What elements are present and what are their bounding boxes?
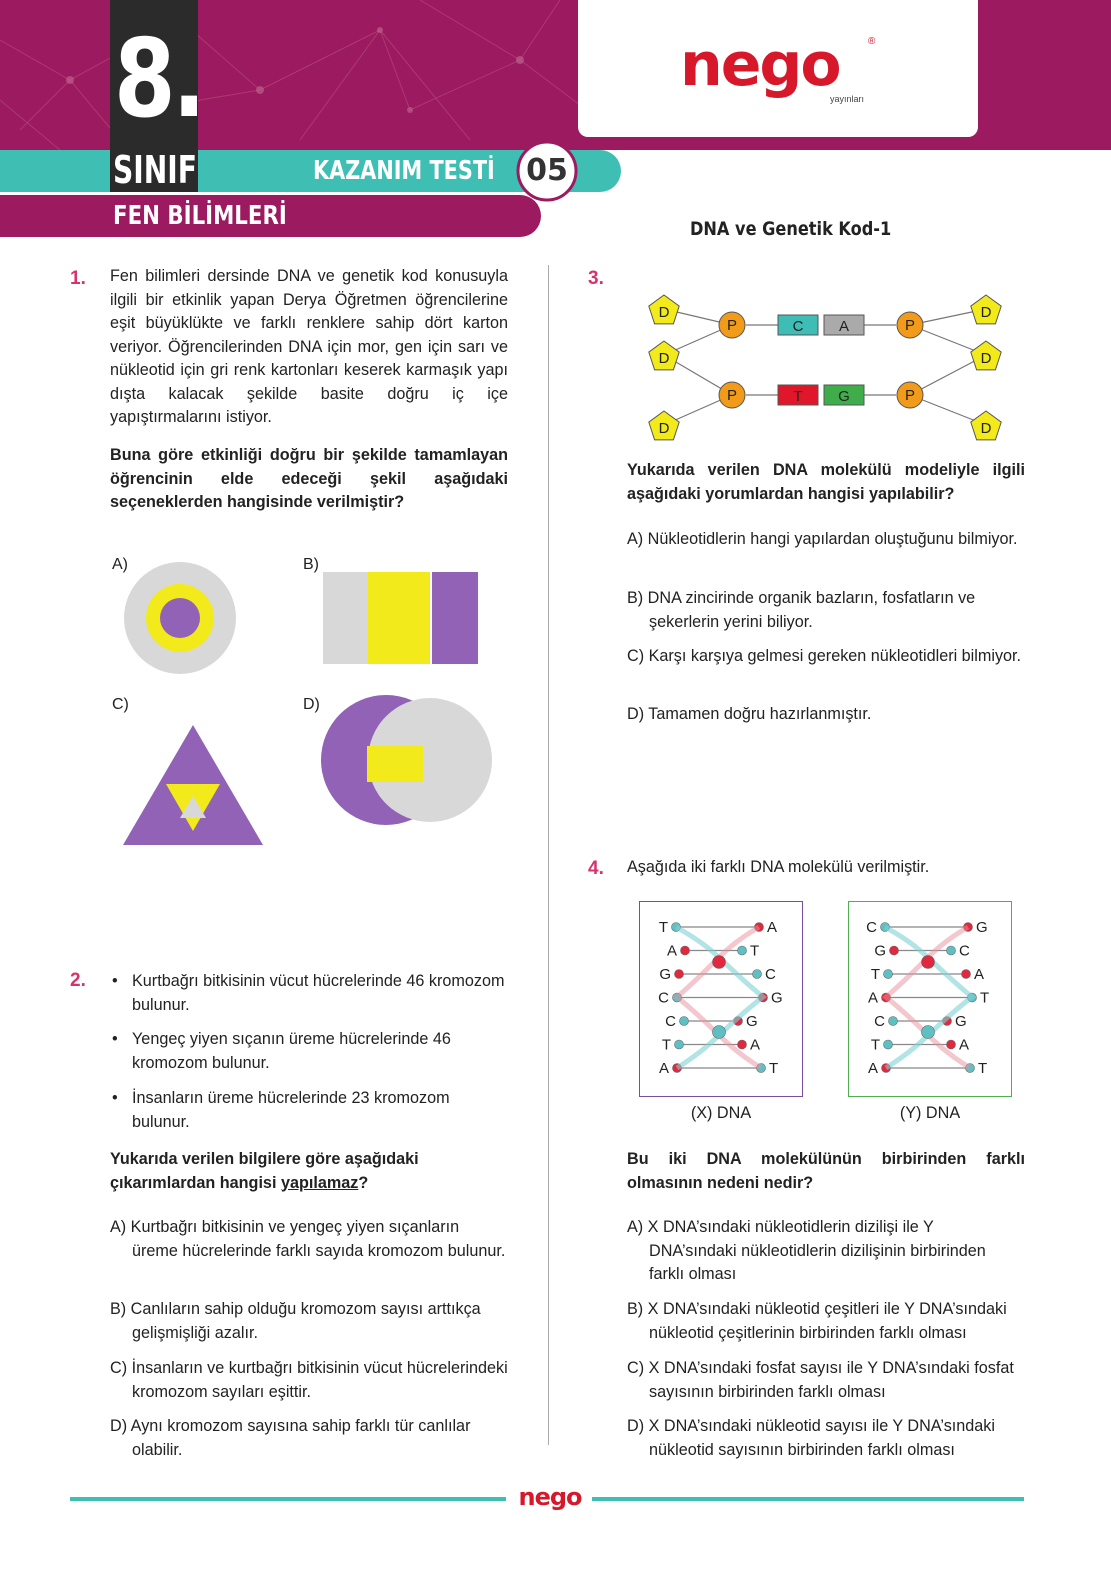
column-divider xyxy=(548,265,549,1445)
q3-number: 3. xyxy=(588,268,604,289)
phosphate-label: P xyxy=(904,317,916,334)
right-base-label: C xyxy=(765,966,776,983)
helix-center-bead xyxy=(922,956,935,969)
base-label: G xyxy=(838,388,850,405)
helix-center-bead xyxy=(713,956,726,969)
right-base-label: C xyxy=(959,942,970,960)
q4-intro: Aşağıda iki farklı DNA molekülü verilmiştir. xyxy=(627,858,930,876)
page-header xyxy=(0,0,1111,250)
q2-number: 2. xyxy=(70,970,86,991)
base-label: A xyxy=(838,318,850,335)
helix-center-bead xyxy=(922,1026,935,1039)
right-base-label: T xyxy=(978,1060,988,1077)
q1-figure-b[interactable] xyxy=(323,572,478,664)
grade-number: 8. xyxy=(114,17,203,142)
q4-option-d[interactable]: D) X DNA’sındaki nükleotid sayısı ile Y DNA’sındaki nükleotid sayısının birbirinden farklı olması xyxy=(627,1417,995,1459)
brand-mark: ® xyxy=(868,36,876,47)
sugar-label: D xyxy=(658,350,670,367)
brand-logo xyxy=(680,30,900,126)
q2-question-underlined: yapılamaz xyxy=(280,1173,359,1192)
q2-option-d[interactable]: D) Aynı kromozom sayısına sahip farklı tür canlılar olabilir. xyxy=(110,1417,471,1459)
q1-option-b-label[interactable]: B) xyxy=(303,556,319,573)
left-base-label: A xyxy=(658,1060,669,1077)
test-number: 05 xyxy=(526,153,568,188)
phosphate-label: P xyxy=(726,387,738,404)
right-nucleotide xyxy=(947,1040,956,1049)
right-nucleotide xyxy=(962,970,971,979)
left-base-label: A xyxy=(867,1060,878,1077)
sugar-label: D xyxy=(980,420,992,437)
q3-option-b[interactable]: B) DNA zincirinde organik bazların, fosfatların ve şekerlerin yerini biliyor. xyxy=(627,589,976,631)
left-nucleotide xyxy=(890,946,899,955)
footer-line-right xyxy=(592,1497,1024,1501)
q2-question xyxy=(110,1148,508,1195)
footer-logo: nego xyxy=(518,1483,582,1511)
left-nucleotide xyxy=(889,1017,898,1026)
left-base-label: T xyxy=(661,1036,671,1054)
q4-option-c[interactable]: C) X DNA’sındaki fosfat sayısı ile Y DNA’sındaki fosfat sayısının birbirinden farklı olması xyxy=(627,1359,1014,1401)
q1-text: Fen bilimleri dersinde DNA ve genetik kod konusuyla ilgili bir etkinlik yapan Derya Öğretmen öğrencilerine eşit büyüklükte ve farklı renklere sahip dört karton veriyor. Öğrencilerinden DNA için mor, gen için sarı ve nükleotid için gri renk kartonları keserek karmaşık yapı dışta kalacak şekilde basite doğru iç içe yapıştırmalarını istiyor. xyxy=(110,267,508,426)
q4-dna-helices xyxy=(639,901,1019,1101)
q1-option-c-label[interactable]: C) xyxy=(112,696,129,713)
left-base-label: C xyxy=(874,1013,885,1030)
grade-label: SINIF xyxy=(113,148,197,192)
q3-option-d[interactable]: D) Tamamen doğru hazırlanmıştır. xyxy=(627,705,872,723)
subject-title: FEN BİLİMLERİ xyxy=(113,201,287,231)
q1-figure-a[interactable] xyxy=(124,562,236,674)
helix-center-bead xyxy=(713,1026,726,1039)
right-nucleotide xyxy=(947,946,956,955)
y-dna-caption: (Y) DNA xyxy=(899,1104,961,1122)
q4-number: 4. xyxy=(588,858,604,879)
q2-option-c[interactable]: C) İnsanların ve kurtbağrı bitkisinin vücut hücrelerindeki kromozom sayıları eşittir. xyxy=(110,1359,508,1401)
brand-text: nego xyxy=(680,30,840,100)
right-base-label: A xyxy=(959,1036,970,1054)
q1-option-a-label[interactable]: A) xyxy=(112,556,128,573)
q2-question-pre: Yukarıda verilen bilgilere göre aşağıdaki çıkarımlardan hangisi xyxy=(110,1150,419,1192)
sugar-label: D xyxy=(658,420,670,437)
left-nucleotide xyxy=(680,1017,689,1026)
right-base-label: G xyxy=(976,919,988,936)
left-base-label: C xyxy=(665,1013,676,1030)
x-dna-helix xyxy=(658,919,783,1077)
q1-figure-c[interactable] xyxy=(123,725,263,845)
left-nucleotide xyxy=(675,1040,684,1049)
left-base-label: A xyxy=(666,942,677,960)
q3-option-c[interactable]: C) Karşı karşıya gelmesi gereken nükleotidleri bilmiyor. xyxy=(627,647,1022,665)
left-base-label: A xyxy=(867,989,878,1007)
base-group xyxy=(778,315,864,405)
q2-option-a[interactable]: A) Kurtbağrı bitkisinin ve yengeç yiyen sıçanların üreme hücrelerinde farklı sayıda kromozom bulunur. xyxy=(110,1218,506,1260)
test-label: KAZANIM TESTİ xyxy=(313,156,495,186)
right-base-label: A xyxy=(750,1036,761,1054)
q2-question-post: ? xyxy=(358,1173,369,1192)
base-label: C xyxy=(792,318,804,335)
phosphate-group xyxy=(719,312,923,408)
left-base-label: C xyxy=(658,989,669,1007)
q4-option-b[interactable]: B) X DNA’sındaki nükleotid çeşitleri ile Y DNA’sındaki nükleotid çeşitlerinin birbirinden farklı olması xyxy=(627,1300,1007,1342)
brand-sub: yayınları xyxy=(830,94,865,104)
q3-option-a[interactable]: A) Nükleotidlerin hangi yapılardan oluştuğunu bilmiyor. xyxy=(627,530,1018,548)
left-base-label: T xyxy=(870,1036,880,1054)
right-nucleotide xyxy=(738,1040,747,1049)
right-base-label: A xyxy=(767,919,778,936)
q4-option-a[interactable]: A) X DNA’sındaki nükleotidlerin dizilişi ile Y DNA’sındaki nükleotidlerin dizilişinin birbirinden farklı olması xyxy=(627,1218,986,1283)
q2-bullet-3: • İnsanların üreme hücrelerinde 23 kromozom bulunur. xyxy=(108,1087,508,1134)
right-nucleotide xyxy=(753,970,762,979)
topic-title: DNA ve Genetik Kod-1 xyxy=(690,218,892,240)
q2-bullet-1: • Kurtbağrı bitkisinin vücut hücrelerinde 46 kromozom bulunur. xyxy=(108,970,508,1017)
x-dna-caption: (X) DNA xyxy=(690,1104,752,1122)
q3-question: Yukarıda verilen DNA molekülü modeliyle ilgili aşağıdaki yorumlardan hangisi yapılabilir? xyxy=(627,461,1025,503)
right-base-label: G xyxy=(771,989,783,1007)
right-base-label: T xyxy=(750,942,760,960)
q4-question: Bu iki DNA molekülünün birbirinden farklı olmasının nedeni nedir? xyxy=(627,1150,1025,1192)
phosphate-label: P xyxy=(904,387,916,404)
sugar-label: D xyxy=(658,304,670,321)
y-dna-helix xyxy=(866,919,989,1077)
left-base-label: T xyxy=(658,919,668,936)
phosphate-label: P xyxy=(726,317,738,334)
left-base-label: C xyxy=(866,919,877,936)
sugar-label: D xyxy=(980,350,992,367)
footer-line-left xyxy=(70,1497,506,1501)
base-label: T xyxy=(793,388,803,405)
right-nucleotide xyxy=(738,946,747,955)
left-nucleotide xyxy=(675,970,684,979)
left-base-label: G xyxy=(659,966,671,983)
left-base-label: G xyxy=(874,942,886,960)
q1-figure-d[interactable] xyxy=(321,695,492,825)
q1-number: 1. xyxy=(70,268,86,289)
q3-dna-diagram xyxy=(640,285,1020,445)
q2-bullet-2: • Yengeç yiyen sıçanın üreme hücrelerinde 46 kromozom bulunur. xyxy=(108,1028,508,1075)
q1-option-figures xyxy=(100,560,520,860)
left-base-label: T xyxy=(870,966,880,983)
left-nucleotide xyxy=(884,1040,893,1049)
sugar-label: D xyxy=(980,304,992,321)
q2-option-b[interactable]: B) Canlıların sahip olduğu kromozom sayısı arttıkça gelişmişliği azalır. xyxy=(110,1300,481,1342)
right-base-label: G xyxy=(746,1013,758,1030)
right-base-label: G xyxy=(955,1013,967,1030)
left-nucleotide xyxy=(681,946,690,955)
q1-question: Buna göre etkinliği doğru bir şekilde tamamlayan öğrencinin elde edeceği şekil aşağıdaki seçeneklerden hangisinde verilmiştir? xyxy=(110,446,508,511)
q1-option-d-label[interactable]: D) xyxy=(303,696,320,713)
right-base-label: T xyxy=(769,1060,779,1077)
left-nucleotide xyxy=(884,970,893,979)
right-base-label: A xyxy=(974,966,985,983)
right-base-label: T xyxy=(980,989,990,1007)
